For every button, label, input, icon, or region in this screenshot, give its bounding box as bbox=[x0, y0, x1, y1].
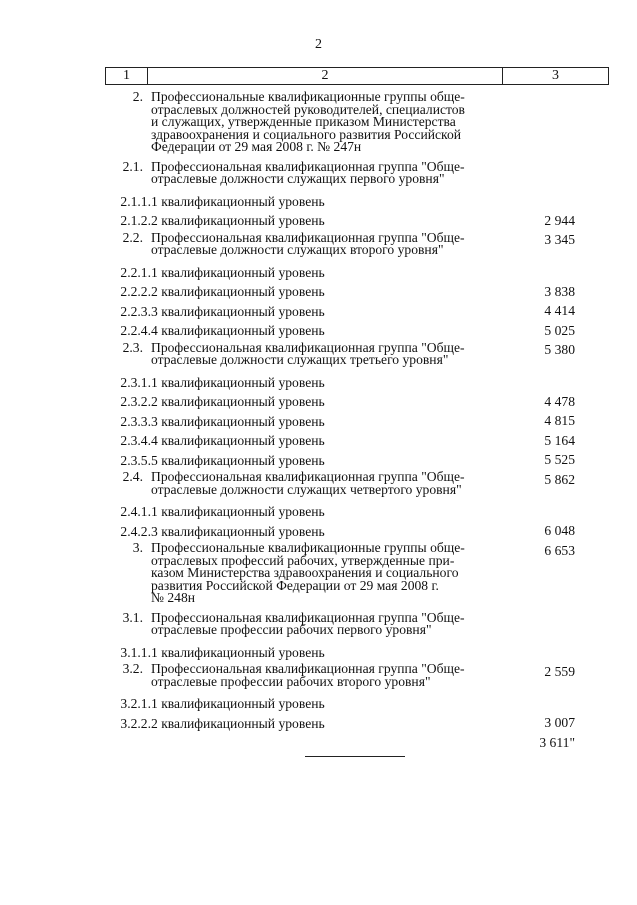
row-value: 6 653 bbox=[544, 542, 575, 558]
row-text: 2 квалификационный уровень bbox=[151, 715, 325, 731]
row-text: 1 квалификационный уровень bbox=[151, 193, 325, 209]
row-text: Профессиональные квалификационные группы обще- отраслевых профессий рабочих, утвержденные при- казом Министерства здравоохранения и социального развития Российской Федерации от 29 мая 2008 г. № 248н bbox=[151, 540, 465, 605]
row-text: 3 квалификационный уровень bbox=[151, 523, 325, 539]
row-number: 2.2. bbox=[122, 229, 143, 245]
row-value: 3 345 bbox=[544, 232, 575, 247]
row-number: 2.1. bbox=[122, 158, 143, 174]
row-number: 3. bbox=[132, 540, 143, 555]
row-value: 5 380 bbox=[544, 342, 575, 357]
row-text: 4 квалификационный уровень bbox=[151, 433, 325, 448]
row-text: 1 квалификационный уровень bbox=[151, 696, 325, 711]
row-text: 1 квалификационный уровень bbox=[151, 504, 325, 519]
row-number: 3.1.1. bbox=[120, 644, 151, 660]
row-value: 5 862 bbox=[544, 471, 575, 487]
row-text: 1 квалификационный уровень bbox=[151, 264, 325, 280]
row-text: 2 квалификационный уровень bbox=[151, 394, 325, 409]
table-row bbox=[0, 662, 637, 694]
row-number: 2.2.1. bbox=[120, 264, 151, 280]
row-number: 2.2.4. bbox=[120, 323, 151, 338]
table-row bbox=[0, 160, 637, 192]
row-text: 1 квалификационный уровень bbox=[151, 644, 325, 660]
row-value: 4 414 bbox=[544, 303, 575, 318]
row-number: 2.3.3. bbox=[120, 413, 151, 429]
row-number: 2. bbox=[132, 89, 143, 104]
row-value: 5 025 bbox=[544, 322, 575, 338]
row-value: 5 164 bbox=[544, 432, 575, 448]
row-number: 2.4. bbox=[122, 469, 143, 484]
row-value: 4 815 bbox=[544, 413, 575, 428]
row-text: Профессиональная квалификационная группа "Обще- отраслевые должности служащих четвертого уровня" bbox=[151, 469, 465, 497]
row-number: 3.1. bbox=[122, 609, 143, 625]
row-number: 2.2.2. bbox=[120, 284, 151, 299]
table-row bbox=[0, 341, 637, 373]
table-body bbox=[0, 89, 637, 750]
row-text: 2 квалификационный уровень bbox=[151, 284, 325, 299]
header-col-2: 2 bbox=[148, 68, 503, 84]
row-value: 3 007 bbox=[544, 715, 575, 730]
row-text: Профессиональная квалификационная группа "Обще- отраслевые должности служащих второго уровня" bbox=[151, 229, 465, 257]
row-number: 2.4.2. bbox=[120, 523, 151, 539]
row-number: 2.3.1. bbox=[120, 374, 151, 390]
row-number: 3.2.2. bbox=[120, 715, 151, 731]
table-row bbox=[0, 522, 637, 558]
table-header bbox=[105, 67, 609, 85]
row-number: 2.3.2. bbox=[120, 394, 151, 409]
row-text: 4 квалификационный уровень bbox=[151, 323, 325, 338]
row-number: 2.1.1. bbox=[120, 193, 151, 209]
footer-divider bbox=[305, 756, 405, 757]
header-col-3: 3 bbox=[552, 68, 559, 83]
row-text: Профессиональная квалификационная группа "Обще- отраслевые должности служащих первого уровня" bbox=[151, 158, 465, 186]
row-value: 2 944 bbox=[544, 212, 575, 228]
header-col-1: 1 bbox=[106, 68, 148, 84]
row-value: 4 478 bbox=[544, 393, 575, 409]
row-value: 6 048 bbox=[544, 523, 575, 538]
table-row bbox=[0, 611, 637, 643]
row-value: 3 838 bbox=[544, 283, 575, 299]
row-text: Профессиональные квалификационные группы обще- отраслевых должностей руководителей, специалистов и служащих, утвержденные приказом Министерства здравоохранения и социального развития Российской Федерации от 29 мая 2008 г. № 247н bbox=[151, 89, 465, 154]
row-number: 2.4.1. bbox=[120, 504, 151, 519]
row-number: 3.2.1. bbox=[120, 696, 151, 711]
table-row bbox=[0, 470, 637, 502]
row-value: 3 611" bbox=[539, 734, 575, 750]
row-text: 2 квалификационный уровень bbox=[151, 213, 325, 228]
table-row bbox=[0, 231, 637, 263]
row-number: 2.2.3. bbox=[120, 303, 151, 319]
table-row bbox=[0, 90, 637, 160]
table-row bbox=[0, 541, 637, 611]
row-number: 3.2. bbox=[122, 661, 143, 676]
page-number: 2 bbox=[315, 37, 322, 52]
table-row bbox=[0, 714, 637, 750]
row-number: 2.1.2. bbox=[120, 213, 151, 228]
row-text: Профессиональная квалификационная группа "Обще- отраслевые профессии рабочих второго уровня" bbox=[151, 661, 465, 689]
row-text: Профессиональная квалификационная группа "Обще- отраслевые должности служащих третьего уровня" bbox=[151, 339, 465, 367]
row-number: 2.3.5. bbox=[120, 452, 151, 468]
row-text: 5 квалификационный уровень bbox=[151, 452, 325, 468]
row-text: 1 квалификационный уровень bbox=[151, 374, 325, 390]
row-value: 2 559 bbox=[544, 663, 575, 679]
row-text: 3 квалификационный уровень bbox=[151, 413, 325, 429]
row-text: Профессиональная квалификационная группа "Обще- отраслевые профессии рабочих первого уровня" bbox=[151, 609, 465, 637]
row-text: 3 квалификационный уровень bbox=[151, 303, 325, 319]
row-number: 2.3. bbox=[122, 339, 143, 355]
row-value: 5 525 bbox=[544, 452, 575, 467]
row-number: 2.3.4. bbox=[120, 433, 151, 448]
